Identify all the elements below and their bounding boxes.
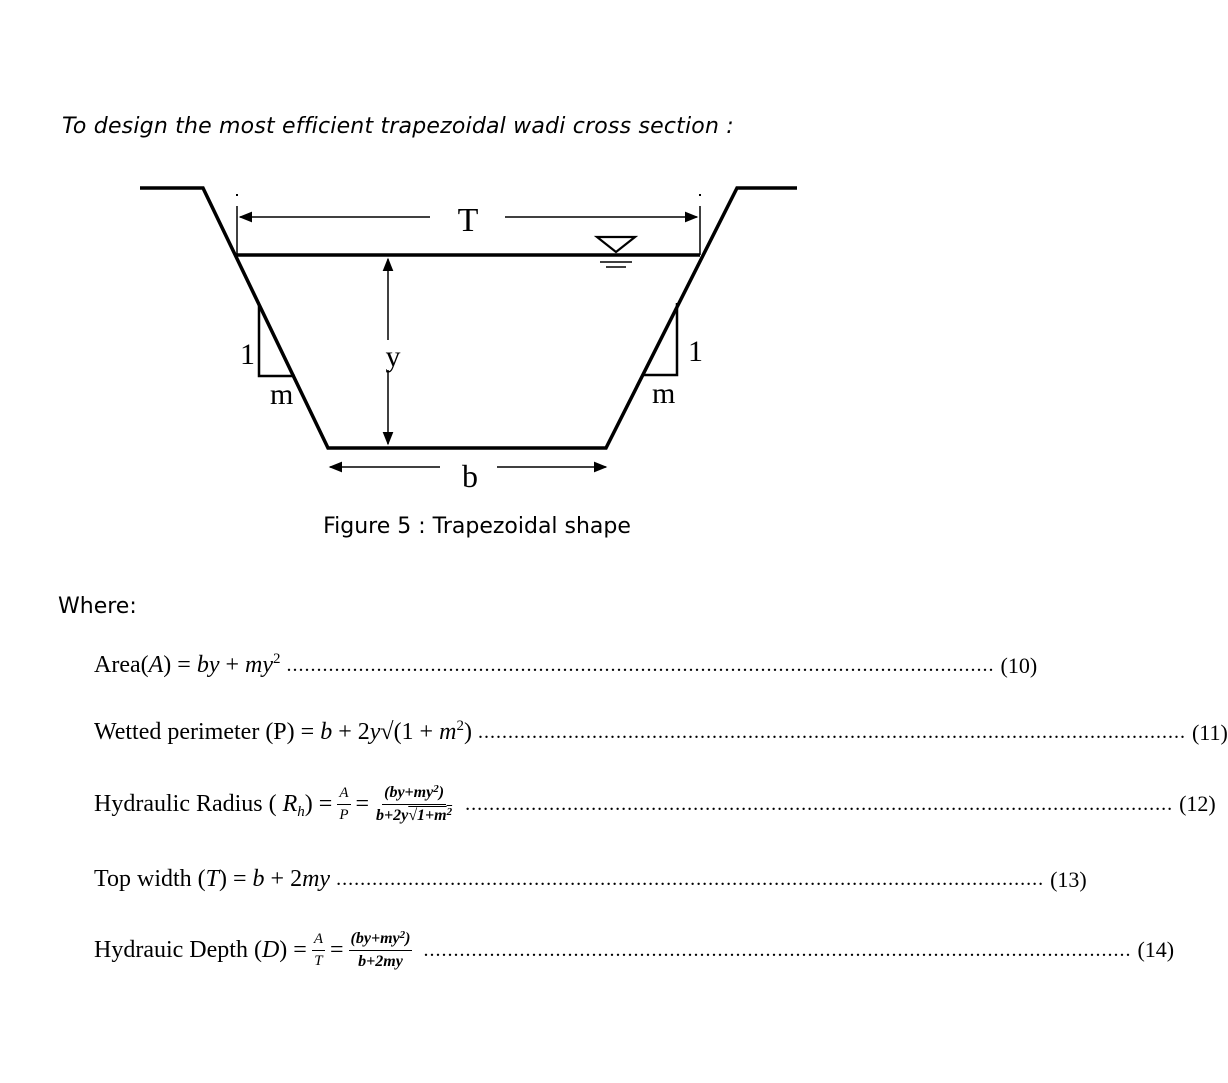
equation-hydraulic-radius-expr: Hydraulic Radius ( $R_h$) = xyxy=(94,790,333,820)
water-level-icon xyxy=(597,237,635,267)
label-1-left: 1 xyxy=(240,338,255,371)
leader-dots: ...................................................................................................................... xyxy=(465,792,1174,815)
figure-caption: Figure 5 : Trapezoidal shape xyxy=(323,514,631,539)
equation-number: (11) xyxy=(1191,719,1228,745)
leader-dots: ...................................................................................................................... xyxy=(286,654,995,676)
equation-number: (12) xyxy=(1179,791,1216,817)
leader-dots: ...................................................................................................................... xyxy=(477,721,1186,743)
equation-wetted-perimeter-expr: Wetted perimeter $(P) = b + 2y√(1 + m^2)$ xyxy=(94,718,472,745)
leader-dots: ...................................................................................................................... xyxy=(336,868,1045,890)
equation-wetted-perimeter xyxy=(94,718,1228,746)
equation-top-width-expr: Top width (T) = b + 2my xyxy=(94,866,331,892)
equation-hydraulic-depth-expr: Hydrauic Depth (D) = xyxy=(94,936,307,963)
fraction-A-over-T: $\frac{A}{T}$ xyxy=(313,931,323,969)
fraction-radius: $\frac{(by+my^2)}{b+2y√1+m^2}$ xyxy=(376,783,453,824)
fraction-A-over-P: $\frac{A}{P}$ xyxy=(339,785,349,823)
fraction-depth: $\frac{(by+my^2)}{b+2my}$ xyxy=(350,929,411,970)
trapezoid-diagram xyxy=(0,170,954,500)
label-T: T xyxy=(457,202,479,239)
label-b: b xyxy=(462,458,478,494)
label-m-right: m xyxy=(652,377,676,410)
where-label: Where: xyxy=(58,594,137,619)
equation-hydraulic-depth: Hydrauic Depth (D) = $\frac{A}{T}$ = $\frac{(by+my^2)}{b+2my}$ ...................................................................................................................... (14) xyxy=(94,929,1175,970)
leader-dots: ...................................................................................................................... xyxy=(423,938,1132,961)
equation-area xyxy=(94,651,1038,679)
equation-hydraulic-radius: Hydraulic Radius ( $R_h$) = $\frac{A}{P}$ = $\frac{(by+my^2)}{b+2y√1+m^2}$ ...................................................................................................................... (12) xyxy=(94,783,1216,824)
label-1-right: 1 xyxy=(688,335,703,368)
equation-number: (10) xyxy=(1000,652,1038,678)
equation-number: (14) xyxy=(1137,937,1175,963)
equation-area-expr: Area(A) = by + $my^2$ xyxy=(94,651,281,678)
equation-top-width xyxy=(94,866,1087,893)
equation-number: (13) xyxy=(1050,866,1087,892)
label-m-left: m xyxy=(270,378,294,411)
intro-text: To design the most efficient trapezoidal wadi cross section : xyxy=(62,114,734,139)
label-y: y xyxy=(385,340,401,373)
